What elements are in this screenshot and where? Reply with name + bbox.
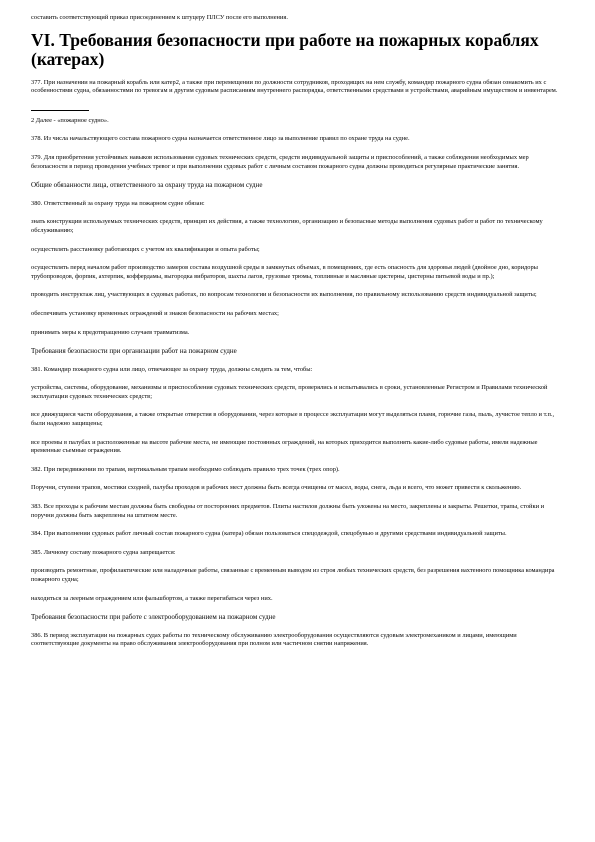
paragraph-378: 378. Из числа начальствующего состава пожарного судна назначается ответственное лицо за выполнение правил по охране труда на судне.: [31, 135, 410, 143]
paragraph-382: 382. При передвижении по трапам, вертикальным трапам необходимо соблюдать правило трех точек (трех опор).: [31, 465, 340, 473]
paragraph-381: 381. Командир пожарного судна или лицо, отвечающее за охрану труда, должны следить за тем, чтобы:: [31, 365, 313, 373]
paragraph-381-c: все проемы в палубах и расположенные на высоте рабочие места, не имеющие постоянных ограждений, на которых приходится выполнять какие-либо судовые работы, имели надежные временные съемные ограждения.: [31, 438, 538, 455]
section-heading: VI. Требования безопасности при работе на пожарных кораблях (катерах): [31, 29, 539, 69]
paragraph-380-a: знать конструкции используемых технических средств, принцип их действия, а также технологию, организацию и безопасные методы выполнения судовых работ и работ по техническому обслуживанию;: [31, 218, 543, 234]
paragraph-384: 384. При выполнении судовых работ личный состав пожарного судна (катера) обязан пользоваться спецодеждой, спецобувью и другими средствами индивидуальной защиты.: [31, 530, 507, 538]
paragraph-381-a: устройства, системы, оборудование, механизмы и приспособления судовых технических средств, проверялись и испытывались в сроки, установленные Регистром и Правилами технической эксплуатации судовых технических средств;: [31, 384, 548, 400]
footnote-divider: [31, 110, 89, 111]
paragraph-385-a: производить ремонтные, профилактические или наладочные работы, связанные с временным выводом из строя любых технических средств, без разрешения вахтенного помощника командира пожарного судна;: [31, 567, 555, 583]
subheading-work-organization: Требования безопасности при организации работ на пожарном судне: [31, 347, 237, 356]
paragraph-380: 380. Ответственный за охрану труда на пожарном судне обязан:: [31, 199, 205, 207]
paragraph-380-d: проводить инструктаж лиц, участвующих в судовых работах, по вопросам технологии и безопасности их выполнения, по правильному использованию средств индивидуальной защиты;: [31, 291, 537, 299]
paragraph-379: 379. Для приобретения устойчивых навыков использования судовых технических средств, средств индивидуальной защиты и приспособлений, а также соблюдения необходимых мер безопасности в период проведения учебных тревог и при выполнении судовых работ с личным составом пожарного судна должны проводиться регулярные практические занятия.: [31, 153, 529, 170]
paragraph-382-a: Поручни, ступени трапов, мостики сходней, палубы проходов и рабочих мест должны быть всегда очищены от масел, воды, снега, льда и всего, что может привести к скольжению.: [31, 484, 522, 492]
subheading-general-duties: Общие обязанности лица, ответственного за охрану труда на пожарном судне: [31, 181, 263, 190]
paragraph-385: 385. Личному составу пожарного судна запрещается:: [31, 548, 176, 556]
paragraph-385-b: находиться за леерным ограждением или фальшбортом, а также перегибаться через них.: [31, 594, 273, 602]
paragraph-386: 386. В период эксплуатации на пожарных судах работы по техническому обслуживанию электрооборудования осуществляются судовым электромехаником и лицами, имеющими соответствующие документы на право обслуживания электрооборудования при полном или частичном снятии напряжения.: [31, 631, 517, 648]
paragraph-380-e: обеспечивать установку временных ограждений и знаков безопасности на рабочих местах;: [31, 309, 279, 317]
top-line: составить соответствующий приказ присоединением к штуцеру ПЛСУ после его выполнения.: [31, 14, 288, 21]
paragraph-381-b: все движущиеся части оборудования, а также открытые отверстия в оборудовании, через которые в процессе эксплуатации могут выделяться пламя, горючие газы, пыль, лучистое тепло и т.п., были надежно защищены;: [31, 411, 555, 428]
paragraph-377: 377. При назначении на пожарный корабль или катер2, а также при перемещении по должности сотрудников, проходящих на нем службу, командир пожарного судна обязан ознакомить их с особенностями судна, обязанностями по тревогам и другим судовым расписаниям внутреннего распорядка, ответственными средствами и устройствами, аварийным имуществом и инвентарем.: [31, 78, 558, 95]
paragraph-380-c: осуществлять перед началом работ производство замеров состава воздушной среды в замкнутых объемах, в помещениях, где есть опасность для здоровья людей (двойное дно, коридоры трубопроводов, форпик, ахтерпик, коффердамы, выгородка вибраторов, шахты лагов, грузовые трюмы, топливные и масляные цистерны, цистерны питьевой воды и пр.);: [31, 264, 538, 280]
paragraph-380-b: осуществлять расстановку работающих с учетом их квалификации и опыта работы;: [31, 245, 260, 253]
footnote-2: 2 Далее - «пожарное судно».: [31, 116, 109, 124]
paragraph-383: 383. Все проходы к рабочим местам должны быть свободны от посторонних предметов. Плиты настилов должны быть уложены на место, закреплены и закрыты. Решетки, трапы, стойки и поручни должны быть закреплены на штатном месте.: [31, 503, 545, 519]
subheading-electrical-safety: Требования безопасности при работе с электрооборудованием на пожарном судне: [31, 613, 276, 622]
paragraph-380-f: принимать меры к предотвращению случаев травматизма.: [31, 328, 190, 336]
